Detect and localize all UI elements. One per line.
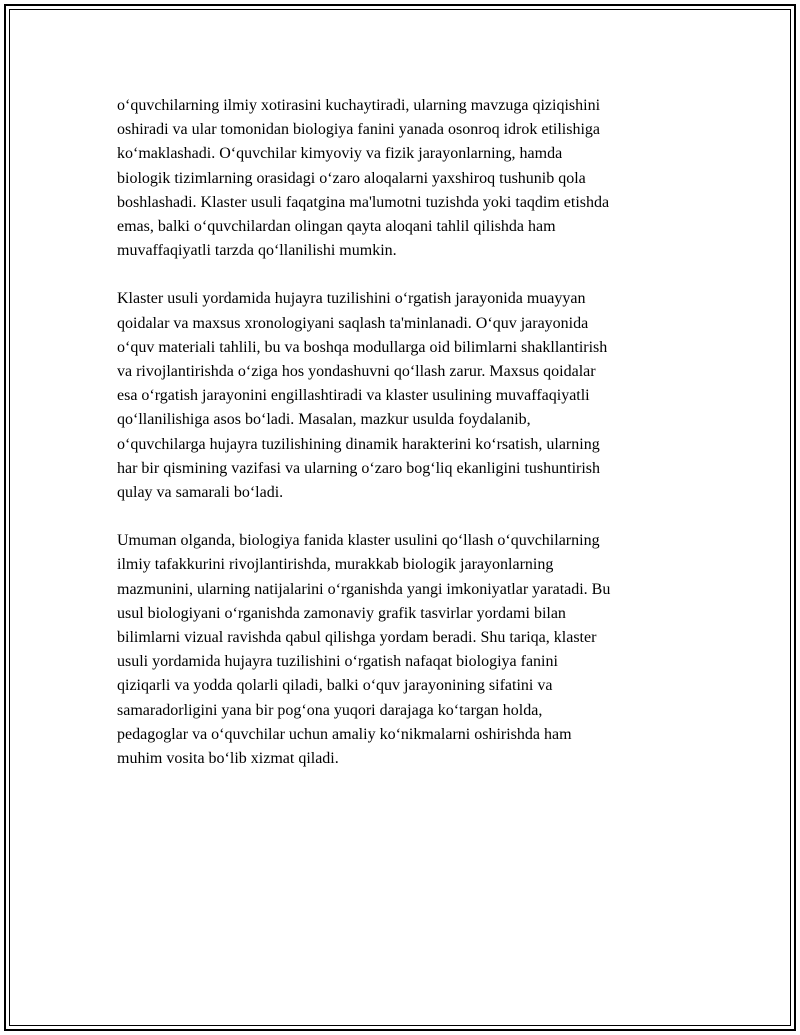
text-line: muhim vosita bo‘lib xizmat qiladi.: [117, 750, 339, 768]
text-line: samaradorligini yana bir pog‘ona yuqori darajaga ko‘targan holda,: [117, 701, 543, 719]
text-line: usul biologiyani o‘rganishda zamonaviy grafik tasvirlar yordami bilan: [117, 604, 566, 622]
text-line: va rivojlantirishda o‘ziga hos yondashuvni qo‘llash zarur. Maxsus qoidalar: [117, 363, 596, 381]
text-line: muvaffaqiyatli tarzda qo‘llanilishi mumkin.: [117, 242, 397, 260]
text-line: Umuman olganda, biologiya fanida klaster usulini qo‘llash o‘quvchilarning: [117, 532, 600, 550]
text-line: har bir qismining vazifasi va ularning o‘zaro bog‘liq ekanligini tushuntirish: [117, 459, 601, 477]
text-line: Klaster usuli yordamida hujayra tuzilishini o‘rgatish jarayonida muayyan: [117, 290, 586, 308]
paragraph-2: [117, 287, 697, 505]
text-line: emas, balki o‘quvchilardan olingan qayta aloqani tahlil qilishda ham: [117, 218, 556, 236]
text-line: qulay va samarali bo‘ladi.: [117, 484, 284, 502]
text-line: qo‘llanilishiga asos bo‘ladi. Masalan, mazkur usulda foydalanib,: [117, 411, 531, 429]
text-line: oshiradi va ular tomonidan biologiya fanini yanada osonroq idrok etilishiga: [117, 121, 601, 139]
document-body: [117, 94, 697, 795]
text-line: bilimlarni vizual ravishda qabul qilishga yordam beradi. Shu tariqa, klaster: [117, 629, 597, 647]
paragraph-1: [117, 94, 697, 263]
text-line: biologik tizimlarning orasidagi o‘zaro aloqalarni yaxshiroq tushunib qola: [117, 169, 586, 187]
text-line: pedagoglar va o‘quvchilar uchun amaliy ko‘nikmalarni oshirishda ham: [117, 725, 572, 743]
paragraph-3: [117, 529, 697, 771]
text-line: qoidalar va maxsus xronologiyani saqlash ta'minlanadi. O‘quv jarayonida: [117, 314, 589, 332]
text-line: o‘quv materiali tahlili, bu va boshqa modullarga oid bilimlarni shakllantirish: [117, 338, 608, 356]
text-line: ilmiy tafakkurini rivojlantirishda, murakkab biologik jarayonlarning: [117, 556, 554, 574]
text-line: mazmunini, ularning natijalarini o‘rganishda yangi imkoniyatlar yaratadi. Bu: [117, 580, 611, 598]
text-line: esa o‘rgatish jarayonini engillashtiradi va klaster usulining muvaffaqiyatli: [117, 387, 590, 405]
text-line: o‘quvchilarning ilmiy xotirasini kuchaytiradi, ularning mavzuga qiziqishini: [117, 97, 601, 114]
text-line: boshlashadi. Klaster usuli faqatgina ma'lumotni tuzishda yoki taqdim etishda: [117, 193, 610, 211]
text-line: ko‘maklashadi. O‘quvchilar kimyoviy va fizik jarayonlarning, hamda: [117, 145, 563, 163]
text-line: qiziqarli va yodda qolarli qiladi, balki o‘quv jarayonining sifatini va: [117, 677, 553, 695]
text-line: usuli yordamida hujayra tuzilishini o‘rgatish nafaqat biologiya fanini: [117, 653, 558, 671]
text-line: o‘quvchilarga hujayra tuzilishining dinamik harakterini ko‘rsatish, ularning: [117, 435, 600, 453]
